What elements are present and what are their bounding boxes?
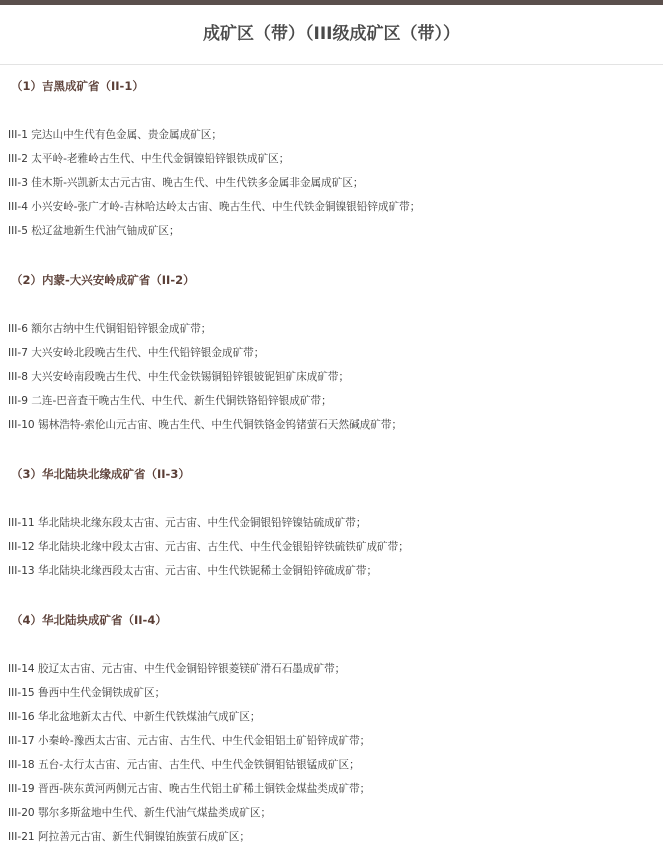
list-item: III-15 鲁西中生代金铜铁成矿区； — [8, 687, 166, 699]
list-item: III-1 完达山中生代有色金属、贵金属成矿区； — [8, 129, 222, 141]
item-list — [8, 657, 658, 849]
page-title: 成矿区（带）（III级成矿区（带）） — [203, 24, 460, 44]
list-item: III-11 华北陆块北缘东段太古宙、元古宙、中生代金铜银铅锌镍钴硫成矿带； — [8, 517, 367, 529]
title-header — [0, 5, 663, 65]
section-heading: （1）吉黑成矿省（II-1） — [11, 79, 144, 93]
list-item: III-14 胶辽太古宙、元古宙、中生代金铜铅锌银菱镁矿滑石石墨成矿带； — [8, 663, 346, 675]
list-item: III-20 鄂尔多斯盆地中生代、新生代油气煤盐类成矿区； — [8, 807, 272, 819]
list-item: III-13 华北陆块北缘西段太古宙、元古宙、中生代铁铌稀土金铜铅锌硫成矿带； — [8, 565, 378, 577]
list-item: III-5 松辽盆地新生代油气铀成矿区； — [8, 225, 180, 237]
list-item: III-9 二连-巴音査干晚古生代、中生代、新生代铜铁铬铅锌银成矿带； — [8, 395, 332, 407]
list-item: III-7 大兴安岭北段晚古生代、中生代铅锌银金成矿带； — [8, 347, 265, 359]
list-item: III-10 锡林浩特-索伦山元古宙、晚古生代、中生代铜铁铬金钨锗萤石天然碱成矿带； — [8, 419, 403, 431]
article-content — [8, 76, 658, 849]
list-item: III-16 华北盆地新太古代、中新生代铁煤油气成矿区； — [8, 711, 261, 723]
list-item: III-21 阿拉善元古宙、新生代铜镍铂族萤石成矿区； — [8, 831, 250, 843]
section-1 — [8, 76, 658, 243]
list-item: III-8 大兴安岭南段晚古生代、中生代金铁锡铜铅锌银铍铌钽矿床成矿带； — [8, 371, 350, 383]
section-3 — [8, 464, 658, 583]
section-4 — [8, 610, 658, 849]
list-item: III-3 佳木斯-兴凯新太古元古宙、晚古生代、中生代铁多金属非金属成矿区； — [8, 177, 364, 189]
list-item: III-2 太平岭-老雅岭古生代、中生代金铜镍铅锌银铁成矿区； — [8, 153, 290, 165]
section-heading: （2）内蒙-大兴安岭成矿省（II-2） — [11, 273, 195, 287]
item-list — [8, 123, 658, 243]
list-item: III-12 华北陆块北缘中段太古宙、元古宙、古生代、中生代金银铅锌铁硫铁矿成矿带； — [8, 541, 409, 553]
list-item: III-6 额尔古纳中生代铜钼铅锌银金成矿带； — [8, 323, 212, 335]
item-list — [8, 511, 658, 583]
list-item: III-18 五台-太行太古宙、元古宙、古生代、中生代金铁铜钼钴银锰成矿区； — [8, 759, 360, 771]
list-item: III-19 晋西-陕东黄河两侧元古宙、晚古生代铝土矿稀土铜铁金煤盐类成矿带； — [8, 783, 371, 795]
section-heading: （3）华北陆块北缘成矿省（II-3） — [11, 467, 190, 481]
section-2 — [8, 270, 658, 437]
list-item: III-4 小兴安岭-张广才岭-吉林哈达岭太古宙、晚古生代、中生代铁金铜镍银铅锌成矿带； — [8, 201, 421, 213]
item-list — [8, 317, 658, 437]
section-heading: （4）华北陆块成矿省（II-4） — [11, 613, 167, 627]
list-item: III-17 小秦岭-豫西太古宙、元古宙、古生代、中生代金钼铝土矿铅锌成矿带； — [8, 735, 371, 747]
